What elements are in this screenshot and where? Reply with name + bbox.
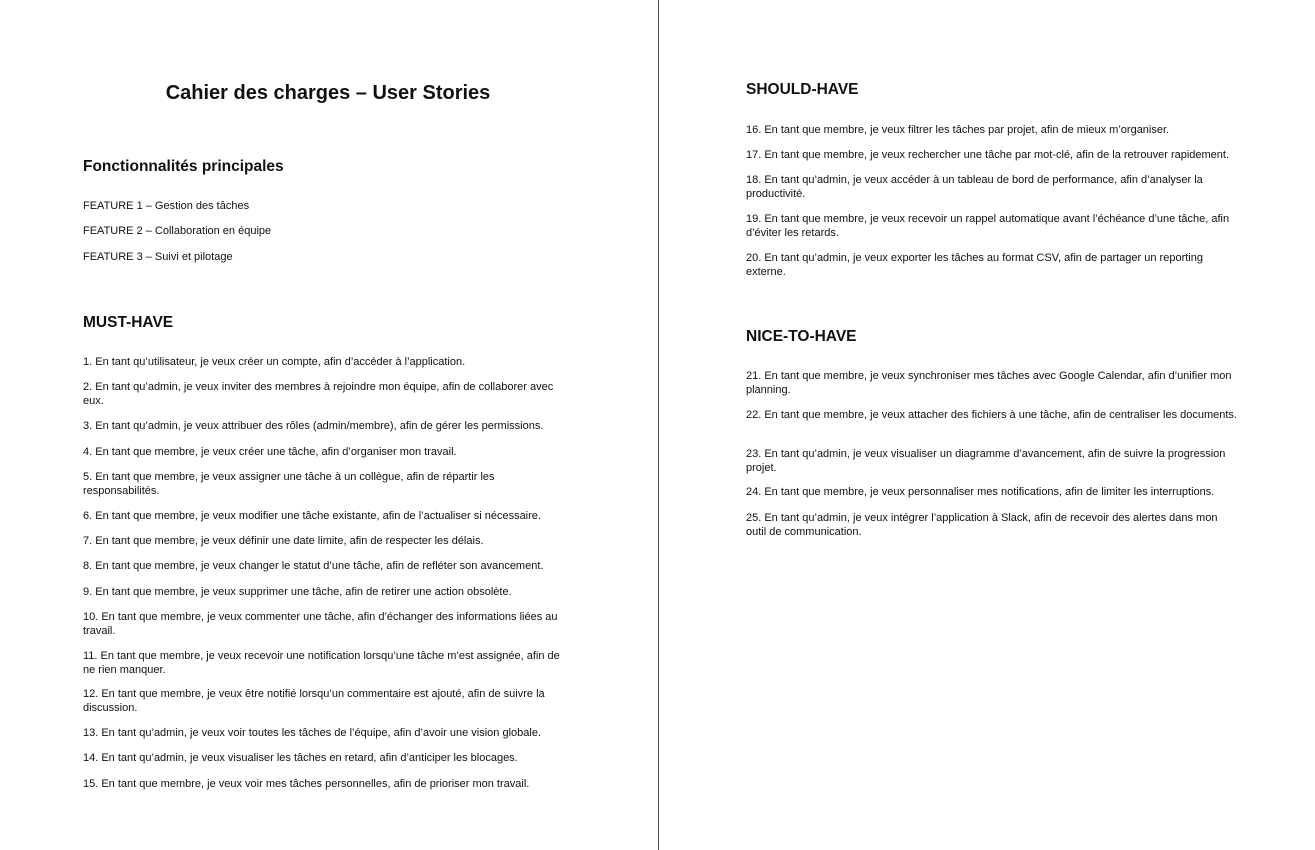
- features-heading: Fonctionnalités principales: [83, 158, 284, 175]
- user-story-12: 12. En tant que membre, je veux être notifié lorsqu’un commentaire est ajouté, afin de suivre la discussion.: [83, 688, 545, 714]
- user-story-16: 16. En tant que membre, je veux filtrer les tâches par projet, afin de mieux m’organiser.: [746, 124, 1170, 136]
- must-have-heading: MUST-HAVE: [83, 314, 174, 331]
- user-story-23: 23. En tant qu’admin, je veux visualiser un diagramme d’avancement, afin de suivre la progression projet.: [746, 448, 1226, 474]
- user-story-24: 24. En tant que membre, je veux personnaliser mes notifications, afin de limiter les interruptions.: [746, 486, 1215, 498]
- user-story-10: 10. En tant que membre, je veux commenter une tâche, afin d’échanger des informations liées au travail.: [83, 611, 558, 637]
- user-story-1: 1. En tant qu’utilisateur, je veux créer un compte, afin d’accéder à l’application.: [83, 356, 466, 368]
- user-story-13: 13. En tant qu’admin, je veux voir toutes les tâches de l’équipe, afin d’avoir une vision globale.: [83, 727, 542, 739]
- user-story-14: 14. En tant qu’admin, je veux visualiser les tâches en retard, afin d’anticiper les blocages.: [83, 752, 518, 764]
- page-divider: [658, 0, 659, 850]
- user-story-8: 8. En tant que membre, je veux changer le statut d’une tâche, afin de refléter son avancement.: [83, 560, 544, 572]
- user-story-3: 3. En tant qu’admin, je veux attribuer des rôles (admin/membre), afin de gérer les permissions.: [83, 420, 544, 432]
- user-story-2: 2. En tant qu’admin, je veux inviter des membres à rejoindre mon équipe, afin de collaborer avec eux.: [83, 381, 554, 407]
- should-have-heading: SHOULD-HAVE: [746, 81, 859, 98]
- feature-item-1: FEATURE 1 – Gestion des tâches: [83, 200, 250, 212]
- user-story-25: 25. En tant qu’admin, je veux intégrer l’application à Slack, afin de recevoir des alertes dans mon outil de communication.: [746, 512, 1218, 538]
- document-page-right: [660, 0, 1315, 850]
- user-story-17: 17. En tant que membre, je veux rechercher une tâche par mot-clé, afin de la retrouver rapidement.: [746, 149, 1230, 161]
- user-story-19: 19. En tant que membre, je veux recevoir un rappel automatique avant l’échéance d’une tâche, afin d’éviter les retards.: [746, 213, 1230, 239]
- user-story-7: 7. En tant que membre, je veux définir une date limite, afin de respecter les délais.: [83, 535, 484, 547]
- user-story-20: 20. En tant qu’admin, je veux exporter les tâches au format CSV, afin de partager un reporting externe.: [746, 252, 1203, 278]
- user-story-6: 6. En tant que membre, je veux modifier une tâche existante, afin de l’actualiser si nécessaire.: [83, 510, 541, 522]
- user-story-11: 11. En tant que membre, je veux recevoir une notification lorsqu’une tâche m’est assignée, afin de ne rien manquer.: [83, 650, 560, 676]
- user-story-18: 18. En tant qu’admin, je veux accéder à un tableau de bord de performance, afin d’analyser la productivité.: [746, 174, 1203, 200]
- user-story-5: 5. En tant que membre, je veux assigner une tâche à un collègue, afin de répartir les responsabilités.: [83, 471, 495, 497]
- user-story-22: 22. En tant que membre, je veux attacher des fichiers à une tâche, afin de centraliser les documents.: [746, 409, 1237, 421]
- feature-item-3: FEATURE 3 – Suivi et pilotage: [83, 251, 233, 263]
- document-title: Cahier des charges – User Stories: [165, 82, 491, 104]
- user-story-9: 9. En tant que membre, je veux supprimer une tâche, afin de retirer une action obsolète.: [83, 586, 512, 598]
- user-story-15: 15. En tant que membre, je veux voir mes tâches personnelles, afin de prioriser mon travail.: [83, 778, 530, 790]
- user-story-4: 4. En tant que membre, je veux créer une tâche, afin d’organiser mon travail.: [83, 446, 457, 458]
- feature-item-2: FEATURE 2 – Collaboration en équipe: [83, 225, 272, 237]
- user-story-21: 21. En tant que membre, je veux synchroniser mes tâches avec Google Calendar, afin d’unifier mon planning.: [746, 370, 1232, 396]
- nice-to-have-heading: NICE-TO-HAVE: [746, 328, 857, 345]
